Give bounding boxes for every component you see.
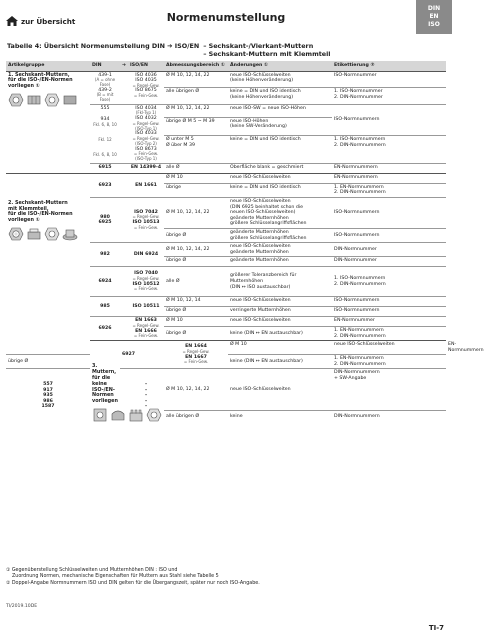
col-header: Etikettierung ② <box>332 61 446 71</box>
badge-line: DIN <box>427 5 441 12</box>
iso-number: ISO 4036 <box>135 72 157 78</box>
label-line: 2. DIN-Normnummern <box>334 190 386 196</box>
change-line: neue ISO-Schlüsselweiten <box>230 199 291 205</box>
din-cell: 982 <box>90 243 120 267</box>
din-cell <box>90 104 120 163</box>
label-cell <box>332 327 446 341</box>
range-cell: Ø M 10, 12, 14, 22 <box>164 369 228 411</box>
label-line: 1. ISO-Normnummer <box>334 89 383 95</box>
din-number: 980 <box>100 214 110 220</box>
iso-note: (ISO-Typ 2) <box>135 140 157 146</box>
change-line: größere Schlüsselangriffsflächen <box>230 221 307 227</box>
iso-number: ISO 4033 <box>135 131 157 137</box>
din-number: 439-2 <box>98 87 112 93</box>
footnote: Zuordnung Normen, mechanische Eigenschaften für Muttern aus Stahl siehe Tabelle 5 <box>12 574 219 579</box>
page-title: Normenumstellung <box>166 11 286 24</box>
iso-number: ISO 4034 <box>135 105 157 111</box>
document-code: TI/2019.10DE <box>6 604 38 609</box>
arrow-cell <box>120 104 128 163</box>
label-line: DIN-Normnummern <box>334 370 380 376</box>
change-line: neue ISO-Schlüsselweiten <box>230 72 291 78</box>
din-number: 934 <box>100 117 110 123</box>
change-cell: geänderte Mutternhöhen <box>228 257 332 267</box>
range-cell: übrige Ø <box>164 257 228 267</box>
category-line: 1. Sechskant-Muttern, <box>8 71 70 78</box>
hex-nut-side-icon <box>26 93 42 107</box>
range-cell: alle übrigen Ø <box>164 410 228 423</box>
iso-cell: EN 14399-4 <box>128 163 164 173</box>
arrow-cell <box>120 243 128 267</box>
iso-number: EN 1666 <box>135 328 157 334</box>
category-cell <box>6 173 90 354</box>
iso-number: ISO 8675 <box>135 88 157 94</box>
hex-nut-side-icon <box>62 93 78 107</box>
label-cell: DIN-Normnummern <box>332 410 446 423</box>
label-line: 2. DIN-Normnummern <box>334 142 386 148</box>
label-line: 1. ISO-Normnummern <box>334 136 386 142</box>
footnote: ① Gegenüberstellung Schlüsselweiten und Mutternhöhen DIN : ISO und <box>6 568 178 573</box>
category-line: ISO-/EN-Normen vorliegen <box>92 386 118 405</box>
table-caption <box>7 42 447 58</box>
label-line: 2. DIN-Normnummer <box>334 94 383 100</box>
iso-number: – <box>144 382 148 388</box>
iso-note: = Regel-Gew. <box>132 214 160 220</box>
range-cell: übrige Ø M 5 ~ M 39 <box>164 117 228 135</box>
category-line: 3. Muttern, für die keine <box>92 363 117 387</box>
range-cell: übrige Ø <box>6 355 90 369</box>
nut-thumbnails <box>8 227 86 241</box>
label-line: 2. DIN-Normnummern <box>334 281 386 287</box>
change-cell: keine <box>228 410 332 423</box>
din-cell <box>90 71 120 104</box>
label-line: 2. DIN-Normnummern <box>334 361 386 367</box>
arrow-cell <box>120 297 128 317</box>
din-note: Fkl. 6, 8, 10 <box>93 122 117 128</box>
table-row: 3. Muttern, für die keine ISO-/EN-Normen vorliegen 6927 EN 1664 = Regel-Gew. EN 1667 = Fein-Gew. Ø M 10 neue ISO-Schlüsselweiten EN-Normnummern <box>6 341 446 355</box>
hex-nut-icon <box>146 408 162 422</box>
range-cell: Ø M 10, 12, 14 <box>164 297 228 307</box>
change-line: geänderte Mutternhöhen <box>230 249 289 255</box>
badge-line: EN <box>429 13 439 20</box>
lock-nut-icon <box>44 227 60 241</box>
col-header: ➔ <box>120 61 128 71</box>
iso-note: = Regel-Gew. <box>132 322 160 328</box>
iso-note: = Regel-Gew. <box>132 275 160 281</box>
iso-number: ISO 8673 <box>135 146 157 152</box>
iso-number: ISO 10513 <box>132 220 160 226</box>
cap-nut-icon <box>110 408 126 422</box>
iso-note: = Regel-Gew. <box>132 120 160 126</box>
nut-thumbnails <box>92 408 170 422</box>
change-line: keine = DIN und ISO identisch <box>230 89 301 95</box>
flange-nut-icon <box>62 227 78 241</box>
change-cell <box>228 117 332 135</box>
change-cell: verringerte Mutternhöhen <box>228 307 332 317</box>
range-cell: Ø M 10, 12, 14, 22 <box>164 243 228 257</box>
change-line: neue ISO-Schlüsselweiten <box>230 244 291 250</box>
caption-line: – Sechskant-/Vierkant-Muttern <box>203 42 314 50</box>
range-cell: übrige Ø <box>164 327 228 341</box>
label-cell <box>332 88 446 105</box>
change-line: Mutternhöhen <box>230 278 264 284</box>
iso-number: – <box>144 393 148 399</box>
change-cell <box>228 88 332 105</box>
label-cell: ISO-Normnummer <box>332 71 446 88</box>
change-line: (DIN ↔ ISO austauschbar) <box>230 284 291 290</box>
change-line: größere Schlüsselangriffsflächen <box>230 235 307 241</box>
category-cell <box>6 71 90 173</box>
footnote: ② Doppel-Angabe Normnummern ISO und DIN gelten für die Übergangszeit, später nur noch ISO-Angabe. <box>6 581 260 586</box>
arrow-cell <box>120 163 128 173</box>
iso-cell <box>128 317 164 341</box>
caption-line: – Sechskant-Muttern mit Klemmteil <box>203 50 331 58</box>
iso-number: – <box>144 398 148 404</box>
col-header: DIN <box>90 61 120 71</box>
page-header <box>0 0 452 36</box>
arrow-cell <box>120 173 128 197</box>
range-cell: übrige Ø <box>164 228 228 242</box>
col-header: ISO/EN <box>128 61 164 71</box>
change-cell: keine (DIN ↔ EN austauschbar) <box>228 327 332 341</box>
col-header: Artikelgruppe <box>6 61 90 71</box>
range-cell: alle Ø <box>164 267 228 297</box>
range-cell: alle Ø <box>164 163 228 173</box>
lock-nut-side-icon <box>26 227 42 241</box>
table-row <box>6 71 446 88</box>
change-cell: neue ISO-Schlüsselweiten <box>332 341 446 355</box>
iso-number: – <box>144 404 148 410</box>
din-note: (A = ohne Fase) <box>94 77 116 87</box>
label-cell <box>332 267 446 297</box>
iso-cell <box>128 198 164 243</box>
iso-cell <box>164 341 228 369</box>
change-cell: neue ISO-Schlüsselweiten <box>228 369 332 411</box>
din-cell <box>6 369 90 423</box>
label-cell: EN-Normnummer <box>332 317 446 327</box>
label-line: 1. EN-Normnummern <box>334 328 384 334</box>
iso-number: ISO 7042 <box>134 209 158 215</box>
lock-nut-icon <box>8 227 24 241</box>
iso-number: EN 1664 <box>185 344 207 350</box>
label-cell <box>332 369 446 411</box>
label-line: 2. DIN-Normnummern <box>334 333 386 339</box>
din-number: 1587 <box>41 404 55 410</box>
iso-note: = Fein-Gew. <box>183 359 209 365</box>
change-cell: neue ISO-Schlüsselweiten <box>228 173 332 183</box>
label-cell <box>332 135 446 153</box>
iso-number: ISO 10512 <box>132 281 160 287</box>
iso-note: = Regel-Gew. <box>132 82 160 88</box>
nut-thumbnails <box>8 93 86 107</box>
badge-line: ISO <box>428 21 440 28</box>
label-cell: DIN-Normnummer <box>332 243 446 257</box>
arrow-cell <box>120 267 128 297</box>
category-line: vorliegen ① <box>8 217 40 224</box>
iso-cell <box>128 267 164 297</box>
range-line: Ø über M 39 <box>166 142 195 148</box>
din-note: Fkl. 12 <box>98 136 112 142</box>
square-nut-icon <box>92 408 108 422</box>
din-number: 935 <box>43 393 53 399</box>
col-header: Abmessungsbereich ① <box>164 61 228 71</box>
iso-note: = Fein-Gew. <box>133 333 159 339</box>
category-line: mit Klemmteil, <box>8 205 49 212</box>
iso-number: ISO 7040 <box>134 271 158 277</box>
label-cell: ISO-Normnummern <box>332 104 446 135</box>
castle-nut-icon <box>128 408 144 422</box>
range-cell: übrige Ø <box>164 307 228 317</box>
din-number: 917 <box>43 387 53 393</box>
label-cell: DIN-Normnummer <box>332 257 446 267</box>
label-cell <box>332 183 446 197</box>
label-cell: ISO-Normnummern <box>332 307 446 317</box>
din-note: Fkl. 6, 8, 10 <box>93 151 117 157</box>
hex-nut-icon <box>8 93 24 107</box>
iso-cell <box>128 71 164 104</box>
iso-note: = Regel-Gew. <box>182 348 210 354</box>
change-cell: neue ISO-SW = neue ISO-Höhen <box>228 104 332 117</box>
label-cell <box>332 355 446 369</box>
label-cell: ISO-Normnummern <box>332 228 446 242</box>
label-cell: EN-Normnummern <box>332 173 446 183</box>
iso-number: ISO 4035 <box>135 78 157 84</box>
din-number: 439-1 <box>98 72 112 78</box>
category-line: vorliegen ① <box>8 83 40 90</box>
table-row <box>6 173 446 183</box>
din-cell: 6924 <box>90 267 120 297</box>
range-cell: Ø M 10 <box>164 173 228 183</box>
label-line: 1. EN-Normnummern <box>334 356 384 362</box>
range-cell: Ø M 10 <box>228 341 332 355</box>
change-line: geänderte Mutternhöhen <box>230 229 289 235</box>
conversion-table <box>6 61 484 423</box>
change-cell <box>228 243 332 257</box>
change-cell: neue ISO-Schlüsselweiten <box>228 317 332 327</box>
iso-number: EN 1663 <box>135 318 157 324</box>
home-link-label: zur Übersicht <box>21 16 76 26</box>
label-line: 1. ISO-Normnummern <box>334 276 386 282</box>
din-en-iso-badge <box>416 0 452 34</box>
arrow-cell <box>120 198 128 243</box>
category-line: 2. Sechskant-Muttern <box>8 199 68 206</box>
page-number: TI-7 <box>428 624 444 632</box>
change-cell: Oberfläche blank = geschmiert <box>228 163 332 173</box>
change-line: neuen ISO-Schlüsselweiten) <box>230 210 296 216</box>
change-cell: keine = DIN und ISO identisch <box>228 183 332 197</box>
din-number: 557 <box>43 382 53 388</box>
label-line: 1. EN-Normnummern <box>334 184 384 190</box>
caption-scope <box>199 42 330 58</box>
change-cell: keine (DIN ↔ EN austauschbar) <box>228 355 332 369</box>
range-cell: Ø M 10 <box>164 317 228 327</box>
change-line: (keine SW-Veränderung) <box>230 124 287 130</box>
label-line: + SW-Angabe <box>334 375 367 381</box>
iso-note: = Fein-Gew. <box>133 151 159 157</box>
change-cell: keine = DIN und ISO identisch <box>228 135 332 153</box>
range-cell: Ø M 10, 12, 14, 22 <box>164 198 228 229</box>
change-line: neue ISO-Höhen <box>230 118 269 124</box>
din-cell: 6923 <box>90 173 120 197</box>
range-cell: übrige <box>164 183 228 197</box>
change-line: größerer Toleranzbereich für <box>230 273 297 279</box>
label-cell: ISO-Normnummern <box>332 297 446 307</box>
label-cell: ISO-Normnummern <box>332 198 446 229</box>
iso-note: (ISO-Typ 1) <box>135 125 157 131</box>
category-cell <box>90 341 120 423</box>
category-line: für die ISO-/EN-Normen <box>8 77 73 84</box>
change-cell: neue ISO-Schlüsselweiten <box>228 297 332 307</box>
range-cell: Ø M 10, 12, 14, 22 <box>164 71 228 88</box>
iso-cell: EN 1661 <box>128 173 164 197</box>
arrow-cell <box>120 71 128 104</box>
din-note: (B = mit Fase) <box>96 92 114 103</box>
din-cell: 6927 <box>120 341 128 369</box>
arrow-cell <box>120 317 128 341</box>
table-header-row <box>6 61 446 71</box>
din-number: 986 <box>43 398 53 404</box>
iso-note: (ISO-Typ 1) <box>135 156 157 162</box>
iso-number: – <box>144 387 148 393</box>
table-row <box>6 369 446 411</box>
iso-number: EN 1667 <box>185 354 207 360</box>
din-number: 6925 <box>98 220 112 226</box>
iso-cell: DIN 6924 <box>128 243 164 267</box>
change-cell <box>228 267 332 297</box>
iso-note: = Fein-Gew. <box>133 286 159 292</box>
iso-note: = Fein-Gew. <box>133 224 159 230</box>
din-cell <box>90 198 120 243</box>
din-cell: 985 <box>90 297 120 317</box>
change-line: (keine Höhenveränderung) <box>230 78 294 84</box>
din-number: 555 <box>100 105 110 111</box>
change-cell <box>228 198 332 229</box>
din-cell: 6915 <box>90 163 120 173</box>
iso-number: ISO 4032 <box>135 116 157 122</box>
label-cell: EN-Normnummern <box>332 163 446 173</box>
footnotes <box>6 567 446 587</box>
change-cell <box>228 71 332 88</box>
iso-note: (Fkl-Typ 1) <box>135 110 157 116</box>
iso-cell <box>128 104 164 163</box>
range-cell <box>164 135 228 153</box>
din-cell: 6926 <box>90 317 120 341</box>
category-line: für die ISO-/EN-Normen <box>8 211 73 218</box>
hex-nut-icon <box>44 93 60 107</box>
change-line: (DIN 6925 beinhaltet schon die <box>230 204 304 210</box>
caption-main: Tabelle 4: Übersicht Normenumstellung DIN ➔ ISO/EN <box>7 42 200 50</box>
iso-note: = Fein-Gew. <box>133 93 159 99</box>
range-cell: alle übrigen Ø <box>164 88 228 105</box>
iso-note: = Regel-Gew. <box>132 136 160 142</box>
change-line: (keine Höhenveränderung) <box>230 94 294 100</box>
change-line: geänderte Mutternhöhen <box>230 215 289 221</box>
range-line: Ø unter M 5 <box>166 136 194 142</box>
change-cell <box>228 228 332 242</box>
col-header: Änderungen ① <box>228 61 332 71</box>
iso-cell: ISO 10511 <box>128 297 164 317</box>
range-cell: Ø M 10, 12, 14, 22 <box>164 104 228 117</box>
